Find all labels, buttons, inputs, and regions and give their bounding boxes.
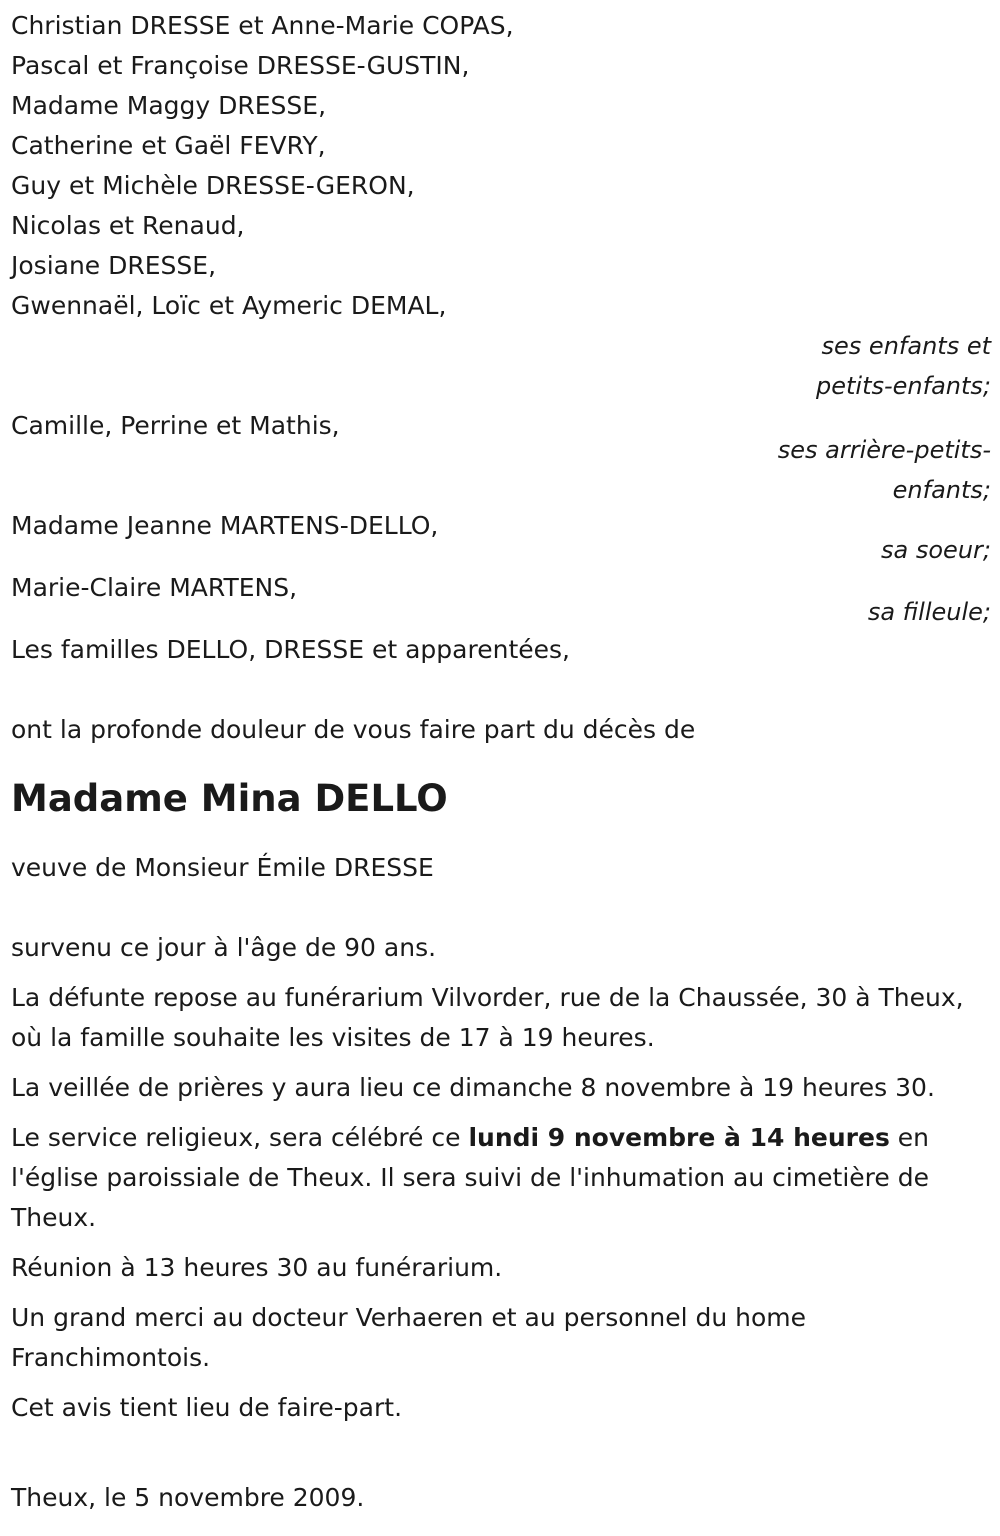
deceased-name: Madame Mina DELLO — [11, 777, 448, 820]
notice-paragraph: Cet avis tient lieu de faire-part. — [11, 1393, 403, 1422]
relationship-role: ses enfants et — [821, 332, 991, 360]
great-grandchildren-line: Camille, Perrine et Mathis, — [11, 411, 340, 440]
relationship-role: sa filleule; — [867, 598, 991, 626]
age-paragraph: survenu ce jour à l'âge de 90 ans. — [11, 933, 437, 962]
thanks-paragraph: Un grand merci au docteur Verhaeren et au personnel du home Franchimontois. — [11, 1303, 807, 1372]
relationship-role: ses arrière-petits- — [777, 436, 991, 464]
family-line: Josiane DRESSE, — [11, 251, 217, 280]
rest-paragraph: La défunte repose au funérarium Vilvorder, rue de la Chaussée, 30 à Theux, où la famille souhaite les visites de 17 à 19 heures. — [11, 983, 964, 1052]
service-date-emphasis: lundi 9 novembre à 14 heures — [468, 1123, 890, 1152]
service-paragraph — [11, 1118, 991, 1238]
family-line: Nicolas et Renaud, — [11, 211, 245, 240]
family-line: Christian DRESSE et Anne-Marie COPAS, — [11, 11, 514, 40]
sister-line: Madame Jeanne MARTENS-DELLO, — [11, 511, 439, 540]
widow-line: veuve de Monsieur Émile DRESSE — [11, 853, 434, 882]
meeting-paragraph: Réunion à 13 heures 30 au funérarium. — [11, 1253, 503, 1282]
goddaughter-line: Marie-Claire MARTENS, — [11, 573, 298, 602]
families-line: Les familles DELLO, DRESSE et apparentées, — [11, 635, 570, 664]
vigil-paragraph: La veillée de prières y aura lieu ce dimanche 8 novembre à 19 heures 30. — [11, 1073, 935, 1102]
family-line: Gwennaël, Loïc et Aymeric DEMAL, — [11, 291, 447, 320]
relationship-role: enfants; — [892, 476, 991, 504]
announcement-line: ont la profonde douleur de vous faire part du décès de — [11, 715, 696, 744]
family-line: Pascal et Françoise DRESSE-GUSTIN, — [11, 51, 470, 80]
family-line: Madame Maggy DRESSE, — [11, 91, 327, 120]
service-text: Le service religieux, sera célébré ce — [11, 1123, 469, 1152]
relationship-role: sa soeur; — [881, 536, 991, 564]
family-line: Catherine et Gaël FEVRY, — [11, 131, 326, 160]
family-line: Guy et Michèle DRESSE-GERON, — [11, 171, 415, 200]
relationship-role: petits-enfants; — [816, 372, 991, 400]
service-text: en l'église paroissiale de Theux. Il sera suivi de l'inhumation au cimetière de Theux. — [11, 1123, 930, 1232]
place-date: Theux, le 5 novembre 2009. — [11, 1483, 365, 1512]
obituary-notice — [11, 0, 991, 1518]
